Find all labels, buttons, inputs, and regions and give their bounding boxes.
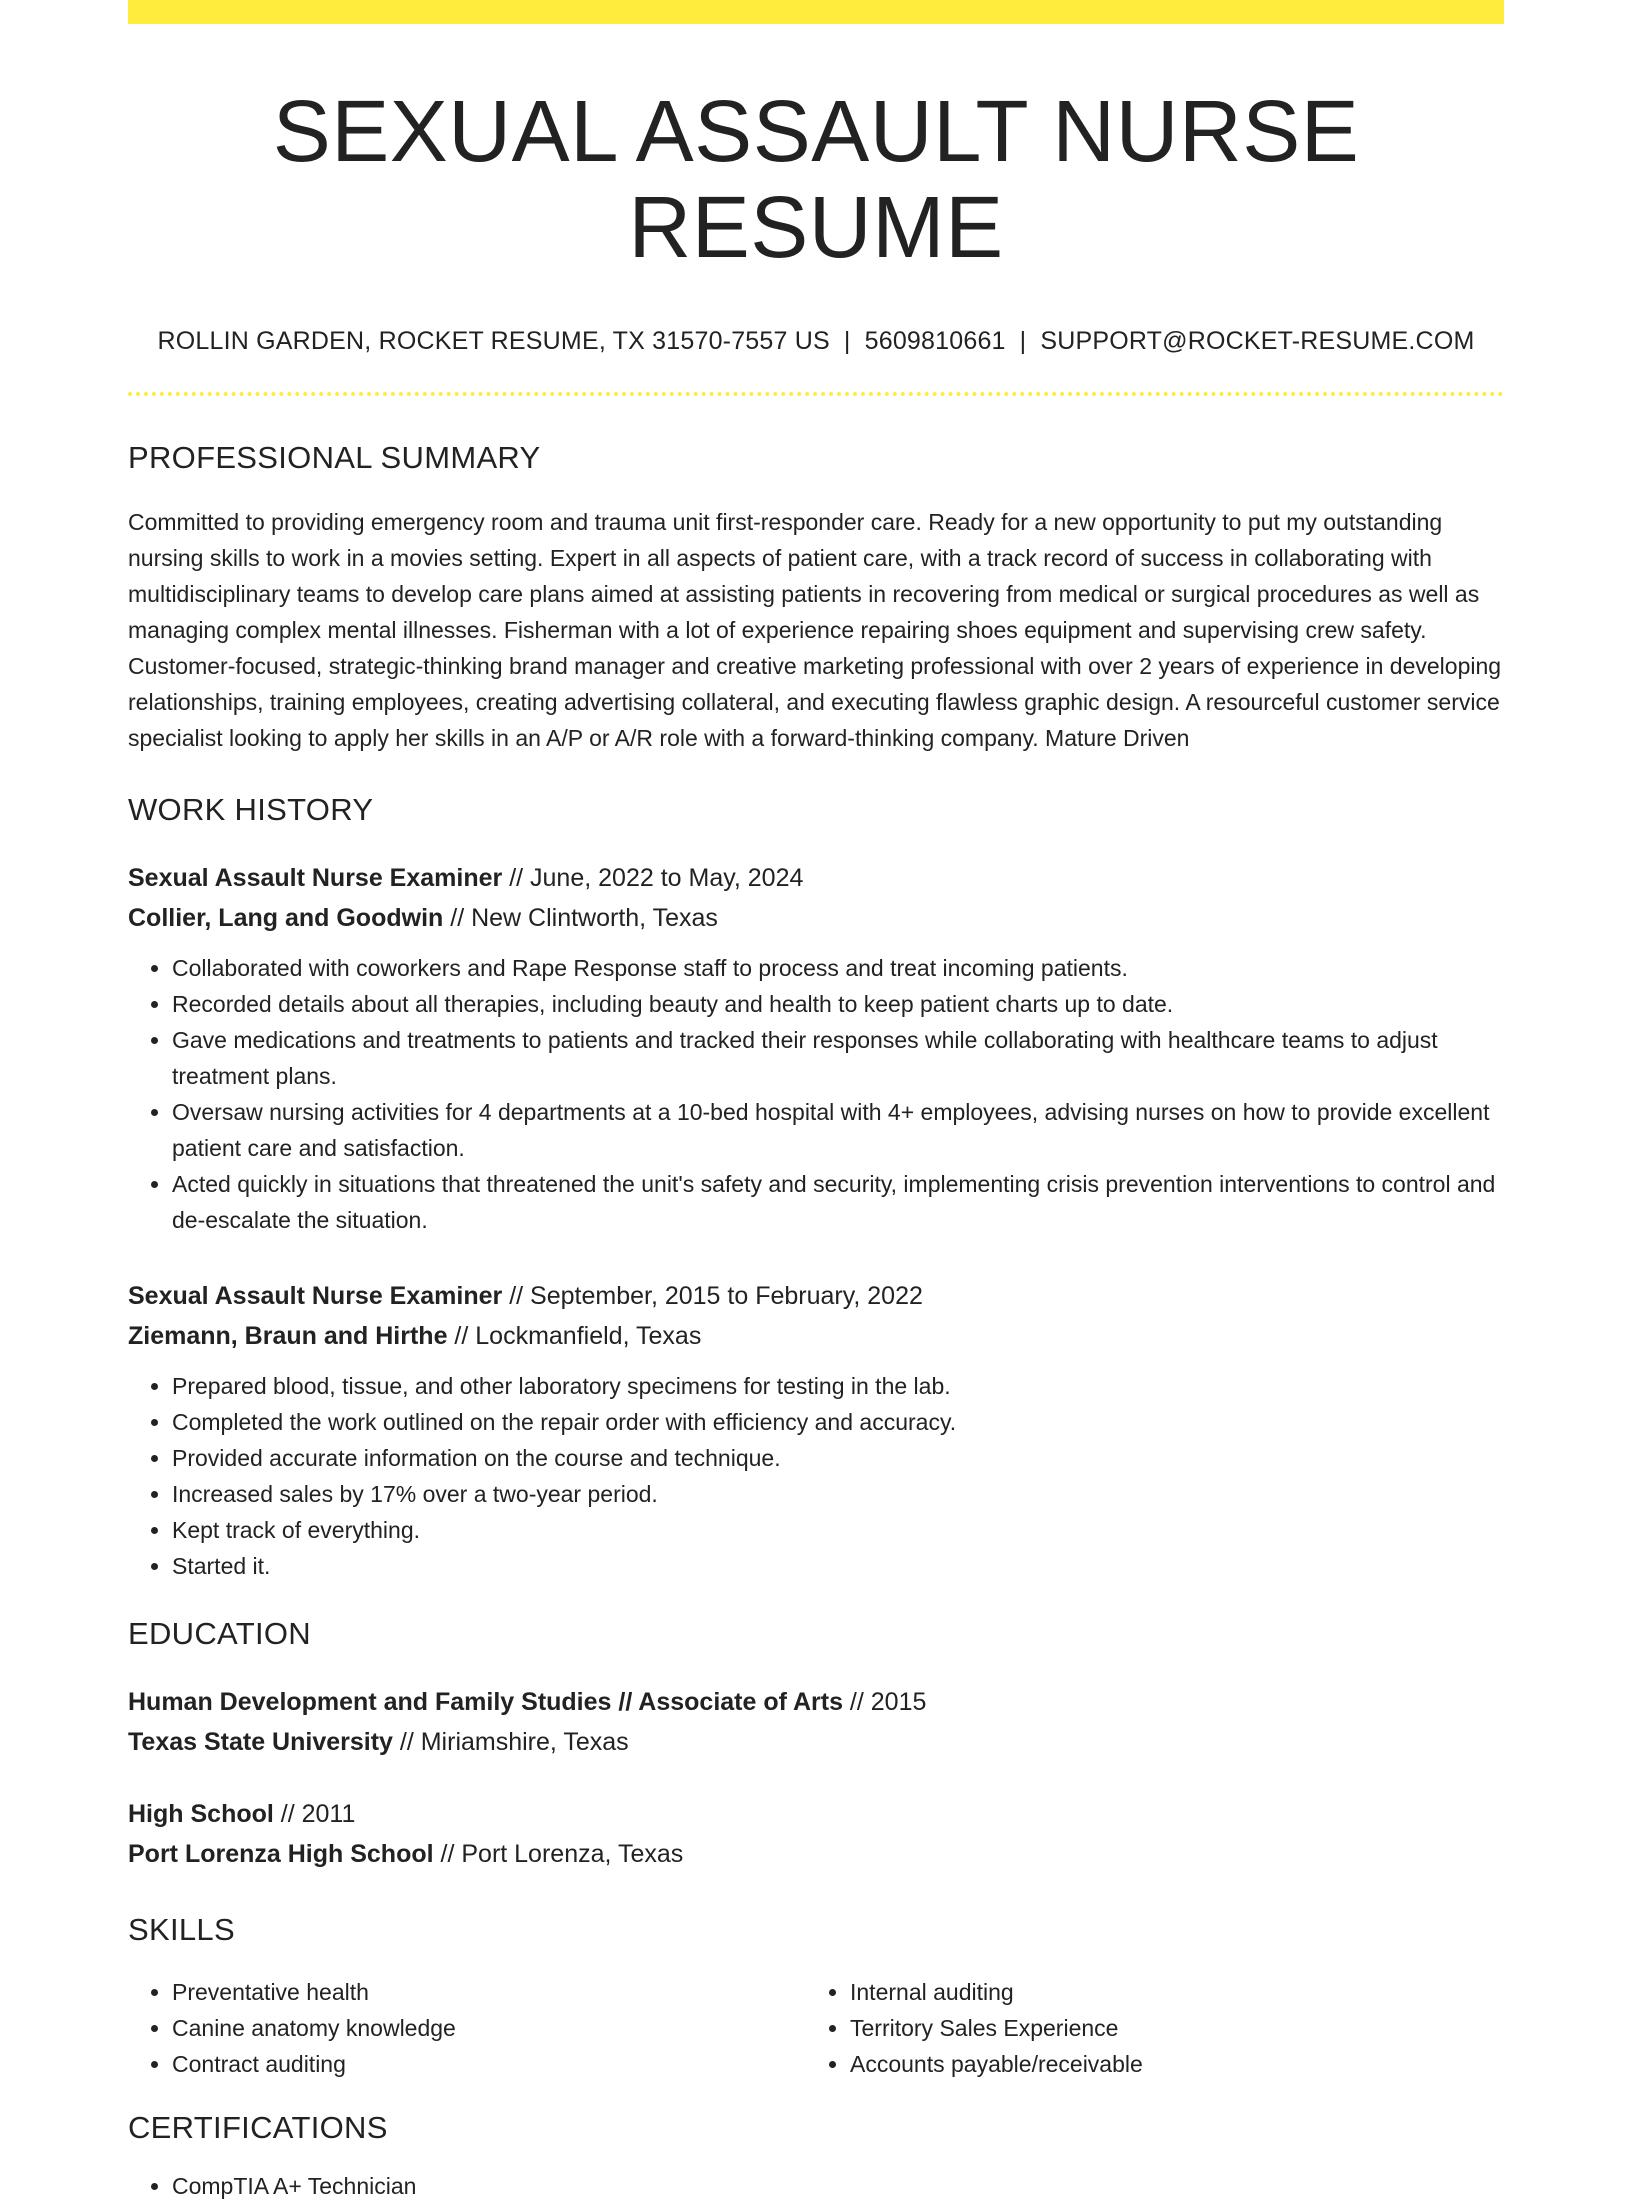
- job-location: // New Clintworth, Texas: [443, 904, 718, 933]
- job-entry: [128, 858, 1504, 1238]
- job-bullet: • Recorded details about all therapies, including beauty and health to keep patient charts up to date.: [172, 986, 1504, 1022]
- education-school-line: [128, 1722, 1504, 1762]
- job-bullet: • Increased sales by 17% over a two-year period.: [172, 1476, 1504, 1512]
- job-bullet: • Kept track of everything.: [172, 1512, 1504, 1548]
- job-bullet: • Completed the work outlined on the repair order with efficiency and accuracy.: [172, 1404, 1504, 1440]
- job-role: Sexual Assault Nurse Examiner: [128, 1282, 503, 1311]
- job-role-line: [128, 1276, 1504, 1316]
- skill-item: • Internal auditing: [850, 1974, 1484, 2010]
- job-company: Ziemann, Braun and Hirthe: [128, 1322, 448, 1351]
- contact-phone: 5609810661: [864, 327, 1006, 356]
- job-bullet: • Provided accurate information on the course and technique.: [172, 1440, 1504, 1476]
- skill-item: • Contract auditing: [172, 2046, 806, 2082]
- section-title-work-history: WORK HISTORY: [128, 792, 374, 828]
- job-bullets: [128, 950, 1504, 1238]
- education-location: // Miriamshire, Texas: [392, 1728, 629, 1757]
- education-degree: Human Development and Family Studies // Associate of Arts: [128, 1688, 843, 1717]
- contact-separator: |: [843, 327, 851, 356]
- education-degree-line: [128, 1794, 1504, 1834]
- job-bullet: • Prepared blood, tissue, and other laboratory specimens for testing in the lab.: [172, 1368, 1504, 1404]
- job-location: // Lockmanfield, Texas: [447, 1322, 702, 1351]
- education-school: Port Lorenza High School: [128, 1840, 434, 1869]
- skill-item: • Accounts payable/receivable: [850, 2046, 1484, 2082]
- skills-grid: [128, 1974, 1504, 2082]
- section-title-skills: SKILLS: [128, 1912, 235, 1948]
- education-year: // 2015: [842, 1688, 927, 1717]
- section-title-summary: PROFESSIONAL SUMMARY: [128, 440, 541, 476]
- job-bullet: • Oversaw nursing activities for 4 departments at a 10-bed hospital with 4+ employees, advising nurses on how to provide excellent patient care and satisfaction.: [172, 1094, 1504, 1166]
- job-bullet: • Collaborated with coworkers and Rape Response staff to process and treat incoming patients.: [172, 950, 1504, 986]
- job-company-line: [128, 1316, 1504, 1356]
- resume-page: [128, 0, 1504, 2204]
- resume-title: SEXUAL ASSAULT NURSE RESUME: [272, 83, 1360, 276]
- job-entry: [128, 1276, 1504, 1584]
- education-school-line: [128, 1834, 1504, 1874]
- education-degree: High School: [128, 1800, 274, 1829]
- accent-top-bar: [128, 0, 1504, 24]
- contact-email: SUPPORT@ROCKET-RESUME.COM: [1040, 327, 1475, 356]
- education-entry: [128, 1682, 1504, 1762]
- job-bullet: • Started it.: [172, 1548, 1504, 1584]
- skill-item: • Territory Sales Experience: [850, 2010, 1484, 2046]
- header-divider: [128, 392, 1504, 396]
- job-company: Collier, Lang and Goodwin: [128, 904, 444, 933]
- education-school: Texas State University: [128, 1728, 393, 1757]
- job-bullet: • Gave medications and treatments to patients and tracked their responses while collaborating with healthcare teams to adjust treatment plans.: [172, 1022, 1504, 1094]
- certification-list: [128, 2168, 1504, 2204]
- contact-address: ROLLIN GARDEN, ROCKET RESUME, TX 31570-7557 US: [157, 327, 830, 356]
- summary-text: Committed to providing emergency room and trauma unit first-responder care. Ready for a new opportunity to put my outstanding nursing skills to work in a movies setting. Expert in all aspects of patient care, with a track record of success in collaborating with multidisciplinary teams to develop care plans aimed at assisting patients in recovering from medical or surgical procedures as well as managing complex mental illnesses. Fisherman with a lot of experience repairing shoes equipment and supervising crew safety. Customer-focused, strategic-thinking brand manager and creative marketing professional with over 2 years of experience in developing relationships, training employees, creating advertising collateral, and executing flawless graphic design. A resourceful customer service specialist looking to apply her skills in an A/P or A/R role with a forward-thinking company. Mature Driven: [128, 509, 1502, 752]
- contact-line: [128, 327, 1504, 356]
- certification-item: • CompTIA A+ Technician: [172, 2168, 1504, 2204]
- job-bullets: [128, 1368, 1504, 1584]
- skill-item: • Preventative health: [172, 1974, 806, 2010]
- education-degree-line: [128, 1682, 1504, 1722]
- education-year: // 2011: [273, 1800, 356, 1829]
- contact-separator: |: [1019, 327, 1027, 356]
- job-company-line: [128, 898, 1504, 938]
- job-dates: // June, 2022 to May, 2024: [502, 864, 804, 893]
- education-location: // Port Lorenza, Texas: [433, 1840, 684, 1869]
- job-role: Sexual Assault Nurse Examiner: [128, 864, 503, 893]
- skill-item: • Canine anatomy knowledge: [172, 2010, 806, 2046]
- job-bullet: • Acted quickly in situations that threatened the unit's safety and security, implementing crisis prevention interventions to control and de-escalate the situation.: [172, 1166, 1504, 1238]
- section-title-certifications: CERTIFICATIONS: [128, 2110, 388, 2146]
- education-entry: [128, 1794, 1504, 1874]
- job-role-line: [128, 858, 1504, 898]
- section-title-education: EDUCATION: [128, 1616, 311, 1652]
- skills-column-right: [806, 1974, 1484, 2082]
- skills-column-left: [128, 1974, 806, 2082]
- job-dates: // September, 2015 to February, 2022: [502, 1282, 923, 1311]
